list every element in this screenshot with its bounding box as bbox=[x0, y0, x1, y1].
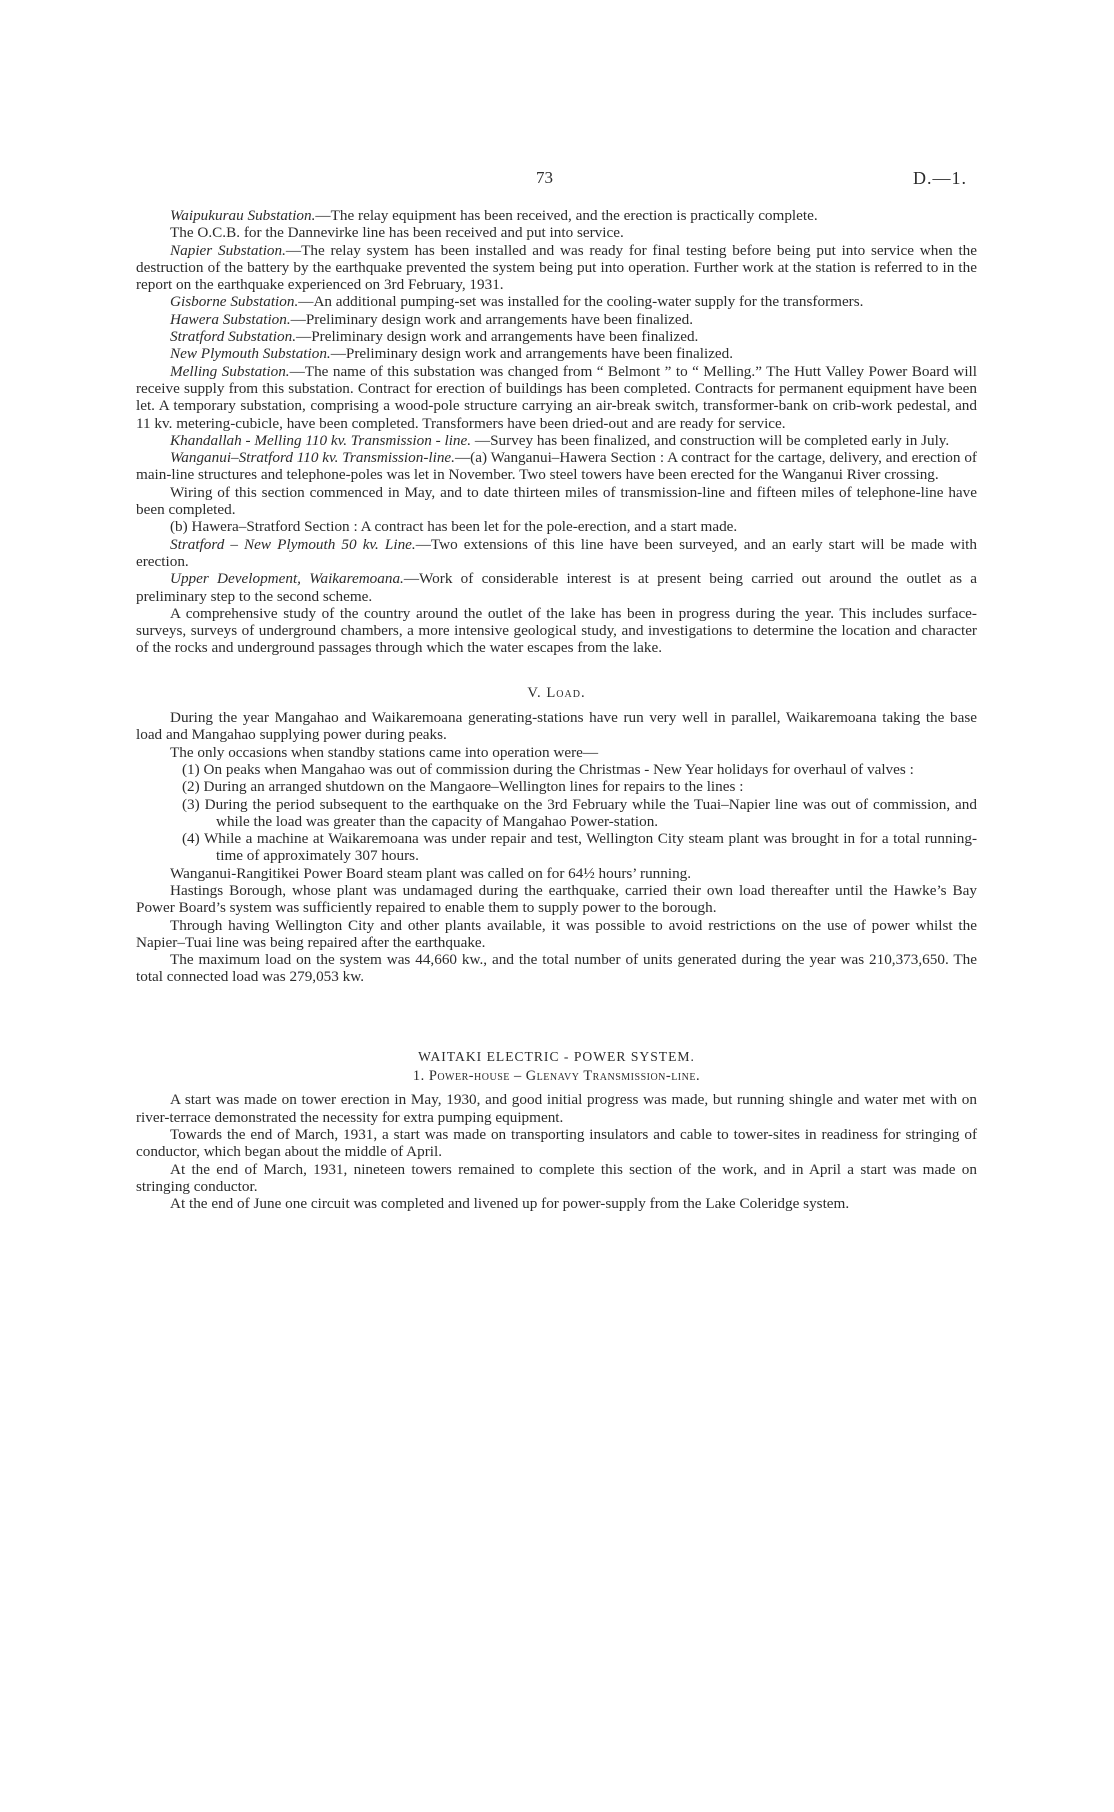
document-body bbox=[136, 207, 977, 1212]
list-item: (2) During an arranged shutdown on the Mangaore–Wellington lines for repairs to the lines : bbox=[182, 778, 744, 796]
paragraph-wanganui-rangitikei: Wanganui-Rangitikei Power Board steam plant was called on for 64½ hours’ running. bbox=[170, 864, 692, 882]
paragraph-waipukurau: Waipukurau Substation.—The relay equipment has been received, and the erection is practically complete. bbox=[170, 207, 818, 224]
paragraph-standby-intro: The only occasions when standby stations came into operation were— bbox=[170, 743, 599, 761]
para-lead: Napier Substation. bbox=[170, 241, 286, 259]
paragraph-tower-erection: A start was made on tower erection in May, 1930, and good initial progress was made, but running shingle and water met with on river-terrace demonstrated the necessity for extra pumping equipment. bbox=[136, 1091, 977, 1126]
paragraph-nineteen-towers: At the end of March, 1931, nineteen towers remained to complete this section of the work, and in April a start was made on stringing conductor. bbox=[136, 1160, 977, 1195]
para-lead: New Plymouth Substation. bbox=[170, 345, 331, 363]
paragraph-stratford-new-plymouth: Stratford – New Plymouth 50 kv. Line.—Two extensions of this line have been surveyed, and an early start will be made with erection. bbox=[136, 535, 977, 570]
paragraph-hawera-stratford: (b) Hawera–Stratford Section : A contract has been let for the pole-erection, and a start made. bbox=[170, 518, 738, 536]
subsection-title-glenavy: 1. Power-house – Glenavy Transmission-line. bbox=[412, 1068, 701, 1085]
para-lead: Stratford Substation. bbox=[170, 328, 297, 346]
para-lead: Gisborne Substation. bbox=[170, 293, 299, 311]
paragraph-stratford: Stratford Substation.—Preliminary design work and arrangements have been finalized. bbox=[170, 328, 699, 346]
section-heading-load: V. Load. bbox=[527, 684, 586, 701]
list-item: (1) On peaks when Mangahao was out of commission during the Christmas - New Year holidays for overhaul of valves : bbox=[182, 760, 914, 778]
paragraph-hawera: Hawera Substation.—Preliminary design work and arrangements have been finalized. bbox=[170, 310, 693, 328]
paragraph-wanganui-stratford: Wanganui–Stratford 110 kv. Transmission-line.—(a) Wanganui–Hawera Section : A contract for the cartage, delivery, and erection of main-line structures and telephone-poles was let in November. Two steel towers have been erected for the Wanganui River crossing. bbox=[136, 449, 977, 484]
paragraph-wellington-plants: Through having Wellington City and other plants available, it was possible to avoid restrictions on the use of power whilst the Napier–Tuai line was being repaired after the earthquake. bbox=[136, 916, 977, 951]
list-item: (3) During the period subsequent to the earthquake on the 3rd February while the Tuai–Napier line was out of commission, and while the load was greater than the capacity of Mangahao Power-station. bbox=[182, 795, 977, 830]
paragraph-load-intro: During the year Mangahao and Waikaremoana generating-stations have run very well in parallel, Waikaremoana taking the base load and Mangahao supplying power during peaks. bbox=[136, 709, 977, 744]
paragraph-circuit-completed: At the end of June one circuit was completed and livened up for power-supply from the Lake Coleridge system. bbox=[170, 1195, 850, 1213]
paragraph-new-plymouth: New Plymouth Substation.—Preliminary design work and arrangements have been finalized. bbox=[170, 345, 734, 363]
section-title-waitaki: WAITAKI ELECTRIC - POWER SYSTEM. bbox=[418, 1048, 695, 1064]
paragraph-transporting-insulators: Towards the end of March, 1931, a start was made on transporting insulators and cable to tower-sites in readiness for stringing of conductor, which began about the middle of April. bbox=[136, 1125, 977, 1161]
page-header bbox=[0, 168, 1114, 190]
para-lead: Hawera Substation. bbox=[170, 310, 291, 328]
paragraph-maximum-load: The maximum load on the system was 44,660 kw., and the total number of units generated during the year was 210,373,650. The total connected load was 279,053 kw. bbox=[136, 951, 977, 986]
para-lead: Stratford – New Plymouth 50 kv. Line. bbox=[170, 535, 416, 553]
para-lead: Wanganui–Stratford 110 kv. Transmission-line. bbox=[170, 449, 455, 467]
paragraph-khandallah: Khandallah - Melling 110 kv. Transmission - line. —Survey has been finalized, and construction will be completed early in July. bbox=[170, 431, 950, 449]
page-number: 73 bbox=[536, 168, 553, 187]
paragraph-melling: Melling Substation.—The name of this substation was changed from “ Belmont ” to “ Melling.” The Hutt Valley Power Board will receive supply from this substation. Contract for erection of buildings has been completed. Contracts for permanent equipment have been let. A temporary substation, comprising a wood-pole structure carrying an air-break switch, transformer-bank on crib-work pedestal, and 11 kv. metering-cubicle, have been completed. Transformers have been dried-out and are ready for service. bbox=[136, 362, 977, 432]
paragraph-comprehensive-study: A comprehensive study of the country around the outlet of the lake has been in progress during the year. This includes surface-surveys, surveys of underground chambers, a more intensive geological study, and investigations to determine the location and character of the rocks and underground passages through which the water escapes from the lake. bbox=[136, 604, 977, 657]
para-lead: Upper Development, Waikaremoana. bbox=[170, 570, 404, 588]
paragraph-wiring: Wiring of this section commenced in May, and to date thirteen miles of transmission-line and fifteen miles of telephone-line have been completed. bbox=[136, 483, 977, 519]
document-reference: D.—1. bbox=[913, 168, 967, 188]
para-lead: Waipukurau Substation. bbox=[170, 207, 316, 224]
paragraph-gisborne: Gisborne Substation.—An additional pumping-set was installed for the cooling-water supply for the transformers. bbox=[170, 293, 864, 311]
paragraph-hastings: Hastings Borough, whose plant was undamaged during the earthquake, carried their own load thereafter until the Hawke’s Bay Power Board’s system was sufficiently repaired to enable them to supply power to the borough. bbox=[136, 881, 977, 917]
para-lead: Melling Substation. bbox=[170, 362, 290, 380]
list-item: (4) While a machine at Waikaremoana was under repair and test, Wellington City steam plant was brought in for a total running-time of approximately 307 hours. bbox=[182, 830, 977, 865]
paragraph-upper-development: Upper Development, Waikaremoana.—Work of considerable interest is at present being carried out around the outlet as a preliminary step to the second scheme. bbox=[136, 570, 977, 605]
para-lead: Khandallah - Melling 110 kv. Transmission - line. bbox=[170, 431, 472, 449]
paragraph-ocb: The O.C.B. for the Dannevirke line has been received and put into service. bbox=[170, 224, 624, 242]
paragraph-napier: Napier Substation.—The relay system has been installed and was ready for final testing before being put into service when the destruction of the battery by the earthquake prevented the system being put into operation. Further work at the station is referred to in the report on the earthquake experienced on 3rd February, 1931. bbox=[136, 241, 977, 294]
